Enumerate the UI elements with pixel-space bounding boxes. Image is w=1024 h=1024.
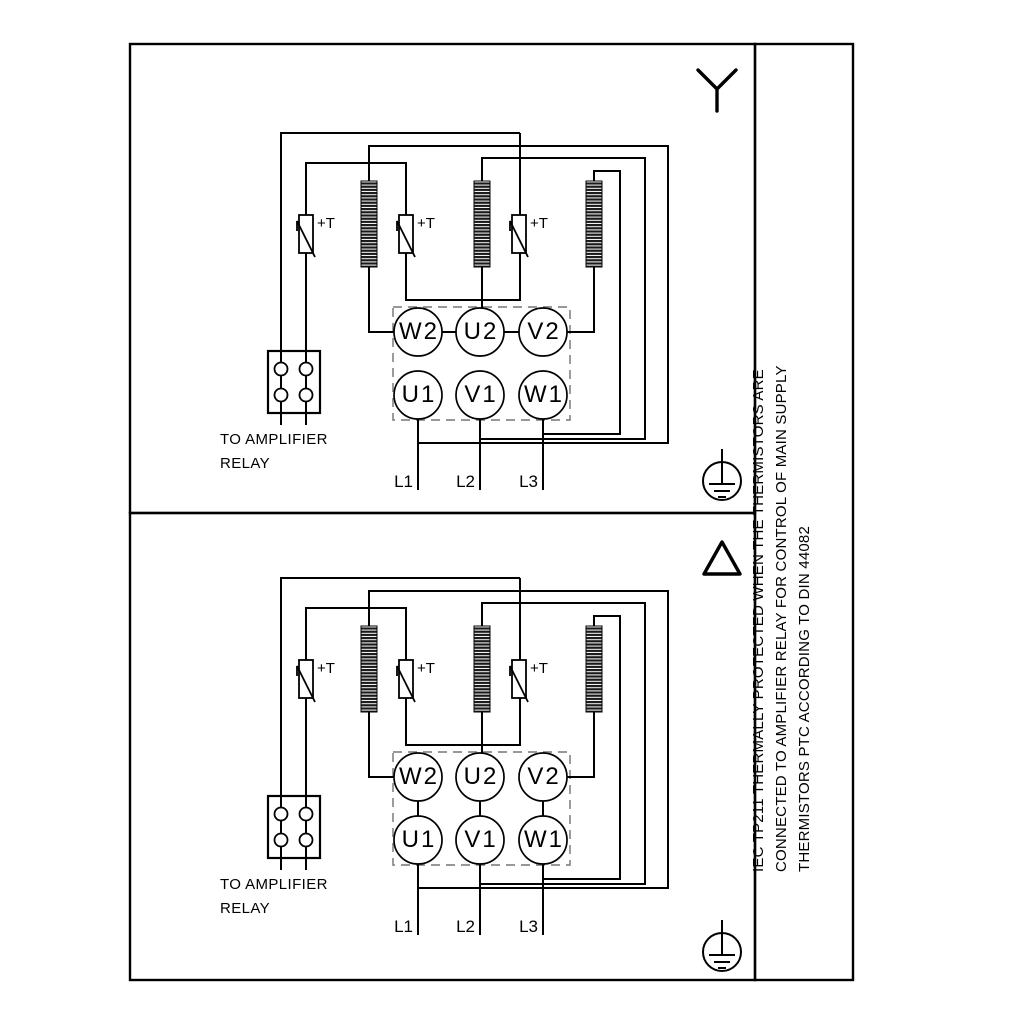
terminal-label-u2: U2 [463, 318, 499, 345]
supply-label-l2: L2 [456, 917, 475, 936]
terminal-label-v1: V1 [464, 381, 498, 408]
protective-earth-icon [703, 920, 741, 971]
thermistor-label: +T [417, 215, 435, 232]
protective-earth-icon [703, 449, 741, 500]
thermistor-label: +T [530, 215, 548, 232]
thermistor-label: +T [530, 660, 548, 677]
thermistor-label: +T [317, 215, 335, 232]
side-note-line-3: THERMISTORS PTC ACCORDING TO DIN 44082 [796, 525, 813, 872]
terminal-label-v1: V1 [464, 826, 498, 853]
supply-label-l3: L3 [519, 917, 538, 936]
terminal-label-w2: W2 [399, 318, 439, 345]
relay-caption-line1: TO AMPLIFIER [220, 431, 328, 448]
side-note-line-2: CONNECTED TO AMPLIFIER RELAY FOR CONTROL OF MAIN SUPPLY [773, 365, 790, 872]
terminal-label-w2: W2 [399, 763, 439, 790]
terminal-label-u1: U1 [401, 381, 437, 408]
thermistor-label: +T [417, 660, 435, 677]
supply-label-l3: L3 [519, 472, 538, 491]
terminal-label-u1: U1 [401, 826, 437, 853]
supply-label-l1: L1 [394, 472, 413, 491]
star-connection-icon [698, 70, 736, 111]
supply-label-l2: L2 [456, 472, 475, 491]
relay-caption-line1: TO AMPLIFIER [220, 876, 328, 893]
terminal-label-w1: W1 [524, 381, 564, 408]
terminal-label-v2: V2 [527, 318, 561, 345]
terminal-label-w1: W1 [524, 826, 564, 853]
terminal-label-u2: U2 [463, 763, 499, 790]
terminal-label-v2: V2 [527, 763, 561, 790]
delta-connection-icon [704, 542, 740, 574]
side-note-line-1: IEC TP211 THERMALLY PROTECTED WHEN THE THERMISTORS ARE [750, 369, 767, 872]
relay-caption-line2: RELAY [220, 455, 271, 472]
supply-label-l1: L1 [394, 917, 413, 936]
thermistor-label: +T [317, 660, 335, 677]
relay-caption-line2: RELAY [220, 900, 271, 917]
